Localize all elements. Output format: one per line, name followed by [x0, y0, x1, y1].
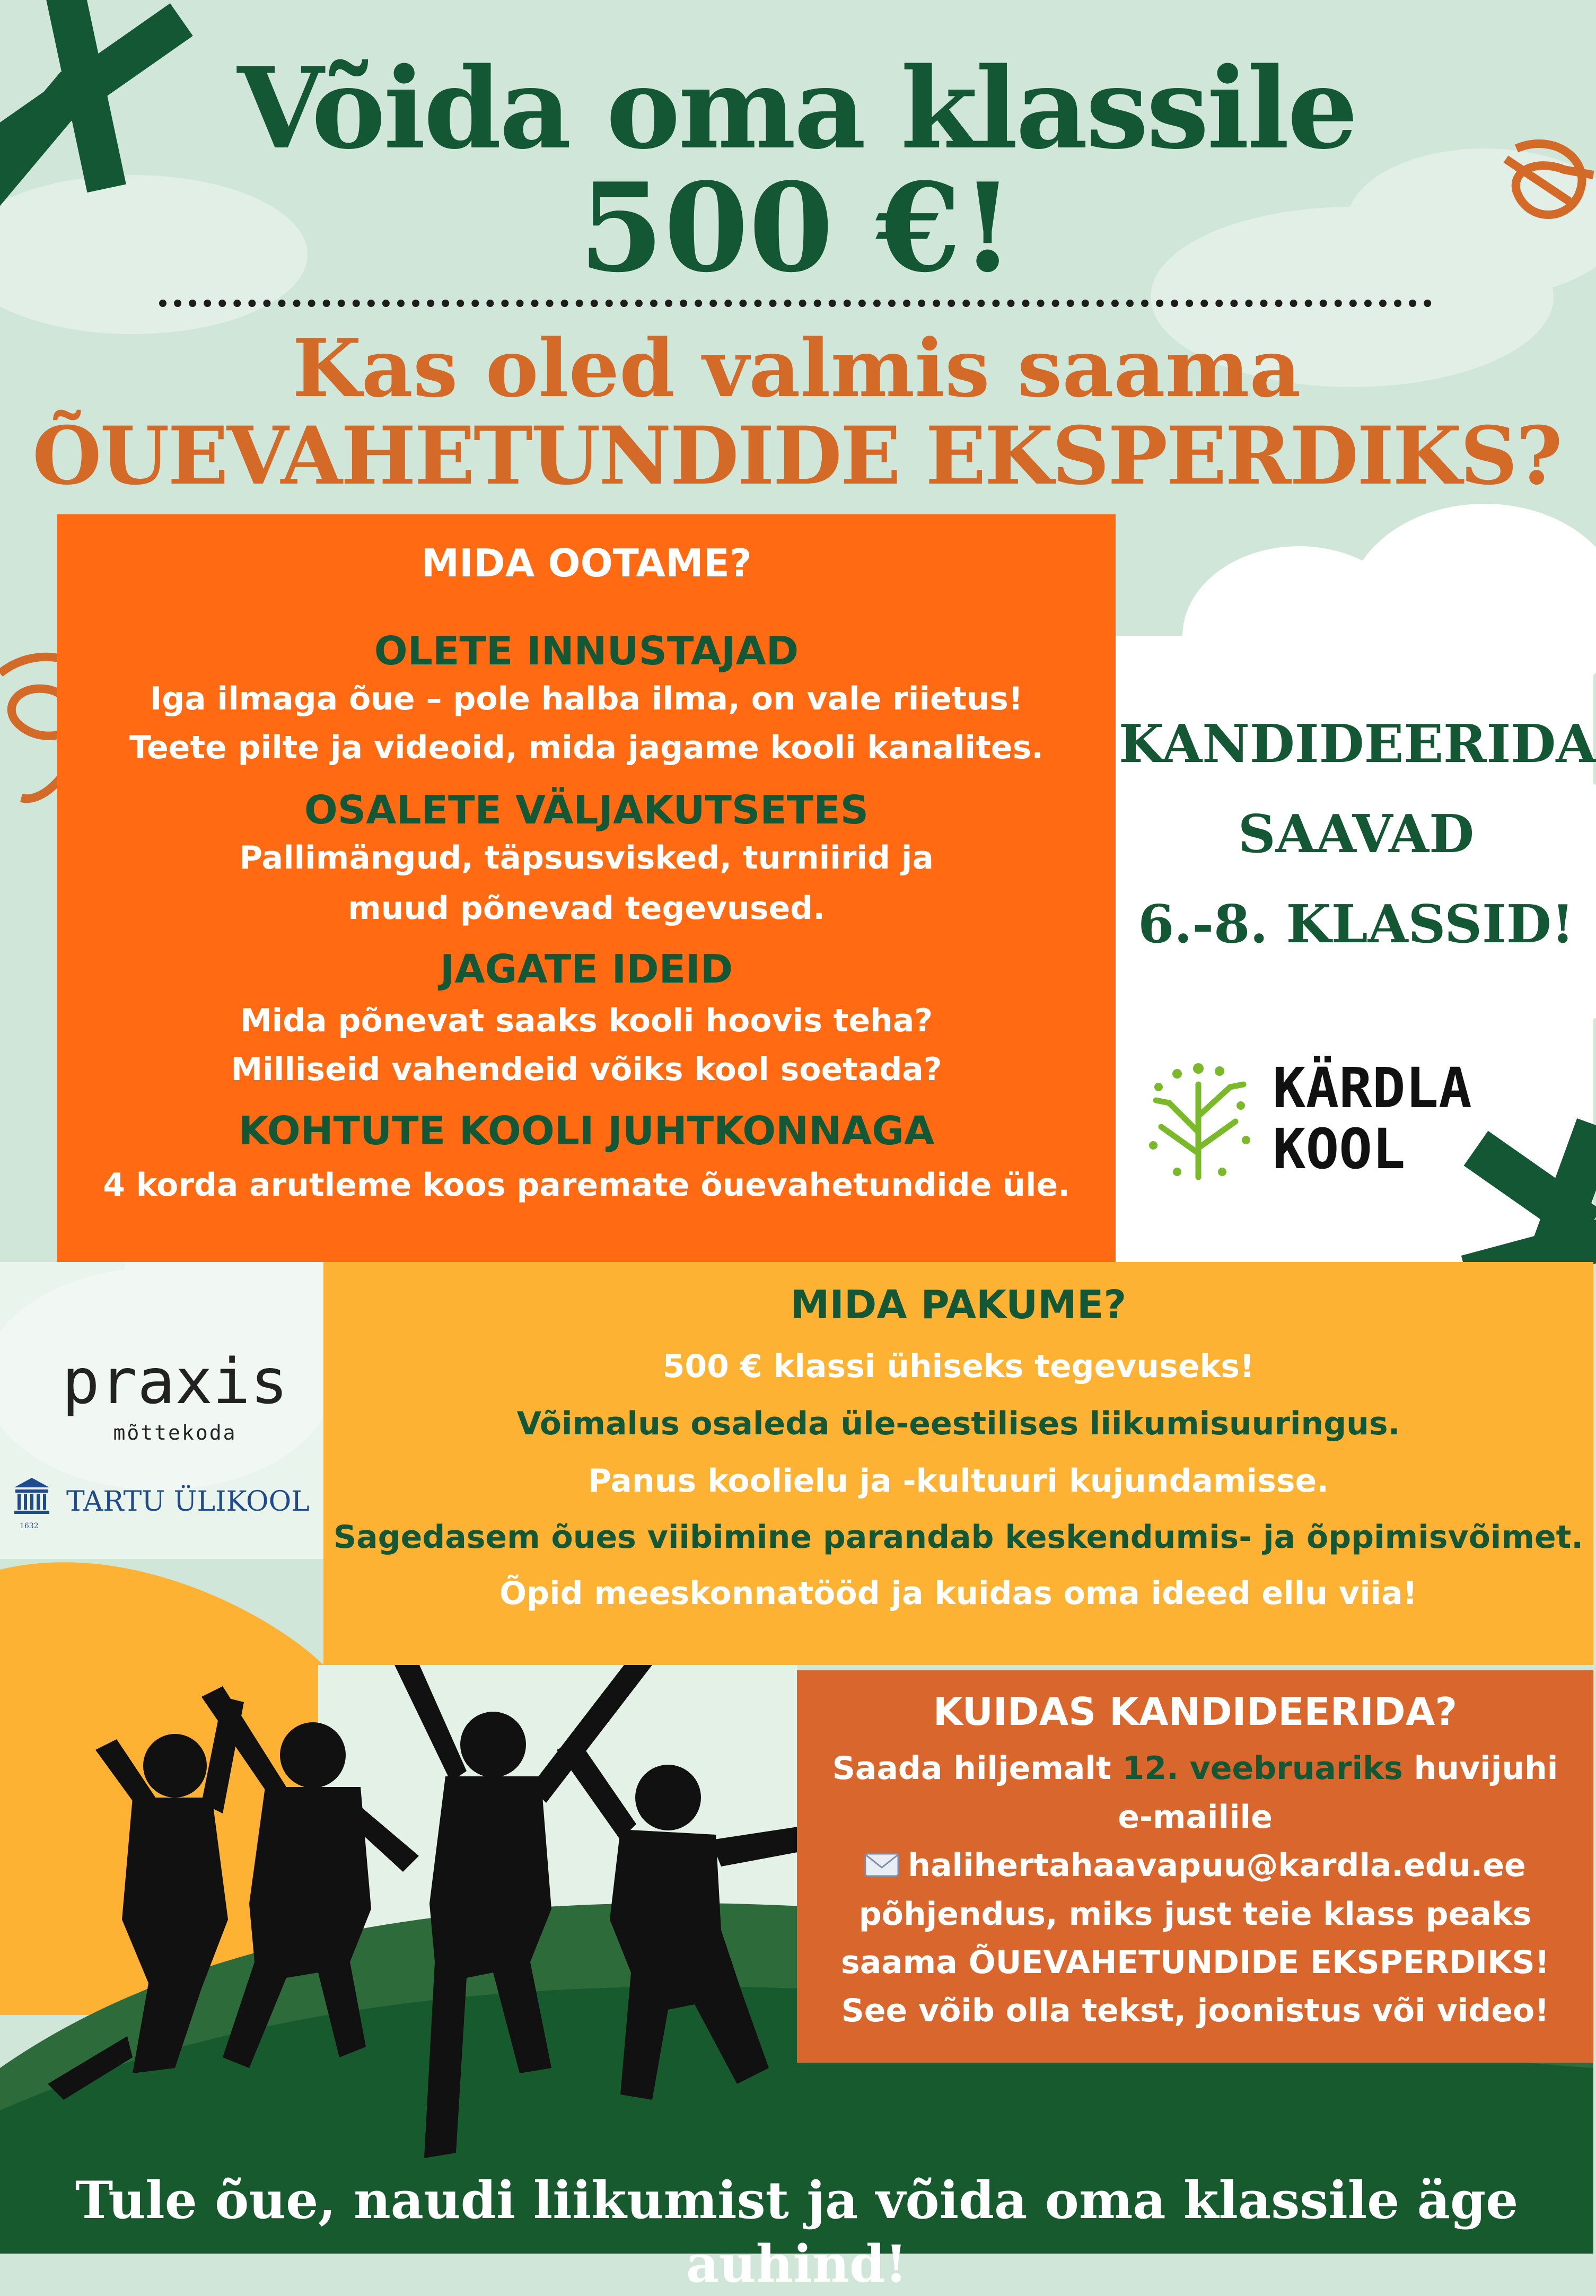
kardla-logo-line2: KOOL — [1273, 1117, 1406, 1181]
subtitle-experts: ÕUEVAHETUNDIDE EKSPERDIKS? — [32, 409, 1562, 503]
apply-heading: KUIDAS KANDIDEERIDA? — [933, 1689, 1458, 1734]
section-text: Teete pilte ja videoid, mida jagame kooli kanalites. — [129, 729, 1043, 766]
section-text: Mida põnevat saaks kooli hoovis teha? — [240, 1002, 933, 1039]
section-title: JAGATE IDEID — [440, 947, 733, 992]
apply-deadline-pre: Saada hiljemalt — [832, 1750, 1123, 1787]
offer-item: Võimalus osaleda üle-eestilises liikumisuuringus. — [516, 1405, 1400, 1442]
section-title: OSALETE VÄLJAKUTSETES — [304, 787, 869, 833]
tartu-ulikool-logo — [13, 1474, 321, 1532]
apply-deadline-date: 12. veebruariks — [1122, 1750, 1403, 1787]
dotted-divider — [159, 300, 1432, 307]
praxis-logo — [48, 1347, 313, 1453]
offer-item: 500 € klassi ühiseks tegevuseks! — [662, 1348, 1255, 1385]
prize-amount: 500 €! — [578, 156, 1015, 300]
footer-slogan: Tule õue, naudi liikumist ja võida oma klassile äge auhind! — [75, 2170, 1519, 2294]
praxis-sub: mõttekoda — [113, 1421, 237, 1444]
offer-heading: MIDA PAKUME? — [790, 1282, 1127, 1328]
tartu-logo-year: 1632 — [20, 1522, 39, 1530]
offer-item: Õpid meeskonnatööd ja kuidas oma ideed ellu viia! — [499, 1575, 1417, 1612]
envelope-icon — [864, 1855, 899, 1879]
offer-box — [323, 1262, 1593, 1665]
expectations-box — [57, 514, 1116, 1262]
apply-text: saama ÕUEVAHETUNDIDE EKSPERDIKS! — [840, 1944, 1550, 1981]
apply-email-link[interactable]: halihertahaavapuu@kardla.edu.ee — [908, 1847, 1526, 1884]
section-text: muud põnevad tegevused. — [348, 890, 825, 927]
eligibility-line: SAAVAD — [1238, 804, 1475, 865]
kardla-kool-logo — [1145, 1053, 1495, 1190]
apply-deadline-post: huvijuhi — [1402, 1750, 1558, 1787]
apply-text: põhjendus, miks just teie klass peaks — [858, 1896, 1532, 1933]
praxis-name: praxis — [62, 1345, 288, 1418]
main-title: Võida oma klassile — [237, 43, 1356, 174]
offer-item: Panus koolielu ja -kultuuri kujundamisse. — [588, 1462, 1329, 1500]
apply-email-line — [797, 1847, 1593, 1884]
eligibility-line: KANDIDEERIDA — [1119, 714, 1596, 775]
subtitle-question: Kas oled valmis saama — [292, 322, 1301, 415]
eligibility-line: 6.-8. KLASSID! — [1138, 894, 1574, 955]
apply-box — [797, 1670, 1593, 2063]
university-building-icon — [13, 1477, 50, 1519]
section-text: 4 korda arutleme koos paremate õuevahetundide üle. — [103, 1167, 1070, 1204]
section-text: Iga ilmaga õue – pole halba ilma, on vale riietus! — [150, 680, 1023, 717]
apply-text: See võib olla tekst, joonistus või video! — [841, 1992, 1549, 2029]
section-text: Pallimängud, täpsusvisked, turniirid ja — [239, 839, 934, 877]
kardla-logo-line1: KÄRDLA — [1273, 1056, 1472, 1120]
expectations-heading: MIDA OOTAME? — [421, 541, 752, 585]
tartu-logo-name: TARTU ÜLIKOOL — [66, 1486, 310, 1518]
tree-icon — [1145, 1053, 1251, 1180]
apply-deadline-line — [797, 1750, 1593, 1787]
apply-email-label: e-mailile — [1118, 1799, 1273, 1836]
section-title: OLETE INNUSTAJAD — [374, 628, 799, 674]
section-title: KOHTUTE KOOLI JUHTKONNAGA — [238, 1108, 935, 1154]
offer-item: Sagedasem õues viibimine parandab keskendumis- ja õppimisvõimet. — [333, 1519, 1584, 1556]
section-text: Milliseid vahendeid võiks kool soetada? — [231, 1051, 942, 1088]
